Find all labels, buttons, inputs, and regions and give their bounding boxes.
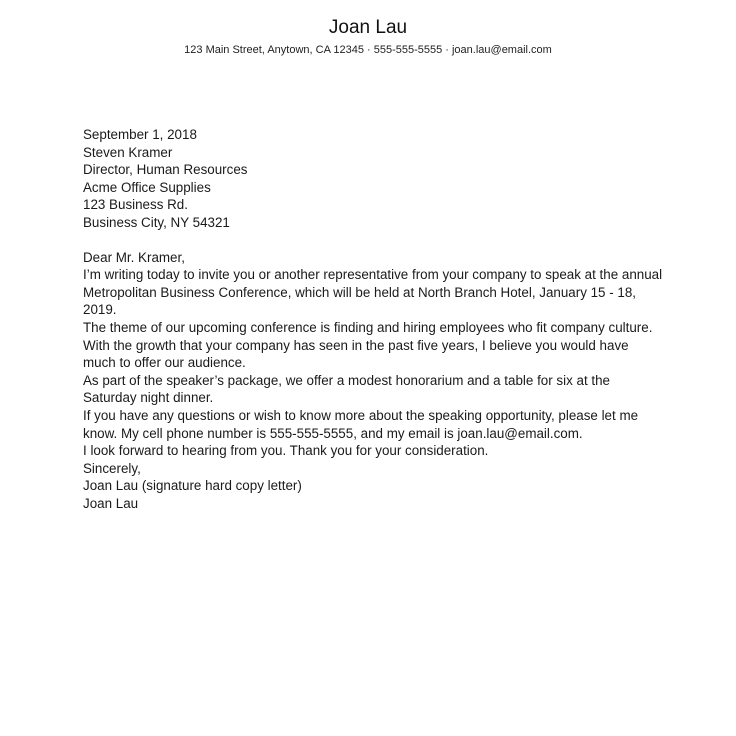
body-paragraph-invitation: I’m writing today to invite you or another representative from your company to speak at the annual Metropolitan Business Conference, which will be held at North Branch Hotel, January 15 - 18, 2019. xyxy=(83,267,663,318)
body-paragraph-package: As part of the speaker’s package, we offer a modest honorarium and a table for six at the Saturday night dinner. xyxy=(83,372,611,406)
body-paragraph-theme: The theme of our upcoming conference is finding and hiring employees who fit company culture. With the growth that your company has seen in the past five years, I believe you would have much to offer our audience. xyxy=(83,319,653,371)
letterhead xyxy=(0,16,736,57)
letter-body xyxy=(83,126,663,512)
salutation: Dear Mr. Kramer, xyxy=(83,249,185,265)
sender-contact-info: 123 Main Street, Anytown, CA 12345 · 555-555-5555 · joan.lau@email.com xyxy=(184,44,552,56)
recipient-name: Steven Kramer xyxy=(83,144,173,160)
letter-date: September 1, 2018 xyxy=(83,127,197,142)
body-paragraph-contact: If you have any questions or wish to know more about the speaking opportunity, please let me know. My cell phone number is 555-555-5555, and my email is joan.lau@email.com. xyxy=(83,407,639,441)
recipient-company: Acme Office Supplies xyxy=(83,179,211,195)
recipient-city: Business City, NY 54321 xyxy=(83,214,230,230)
typed-signature: Joan Lau xyxy=(83,495,139,511)
body-paragraph-closing-thanks: I look forward to hearing from you. Thank you for your consideration. xyxy=(83,443,489,459)
sender-name: Joan Lau xyxy=(328,17,408,38)
recipient-street: 123 Business Rd. xyxy=(83,197,188,213)
signature-note: Joan Lau (signature hard copy letter) xyxy=(83,478,302,494)
recipient-address xyxy=(83,144,663,232)
recipient-title: Director, Human Resources xyxy=(83,162,248,178)
closing: Sincerely, xyxy=(83,460,141,476)
